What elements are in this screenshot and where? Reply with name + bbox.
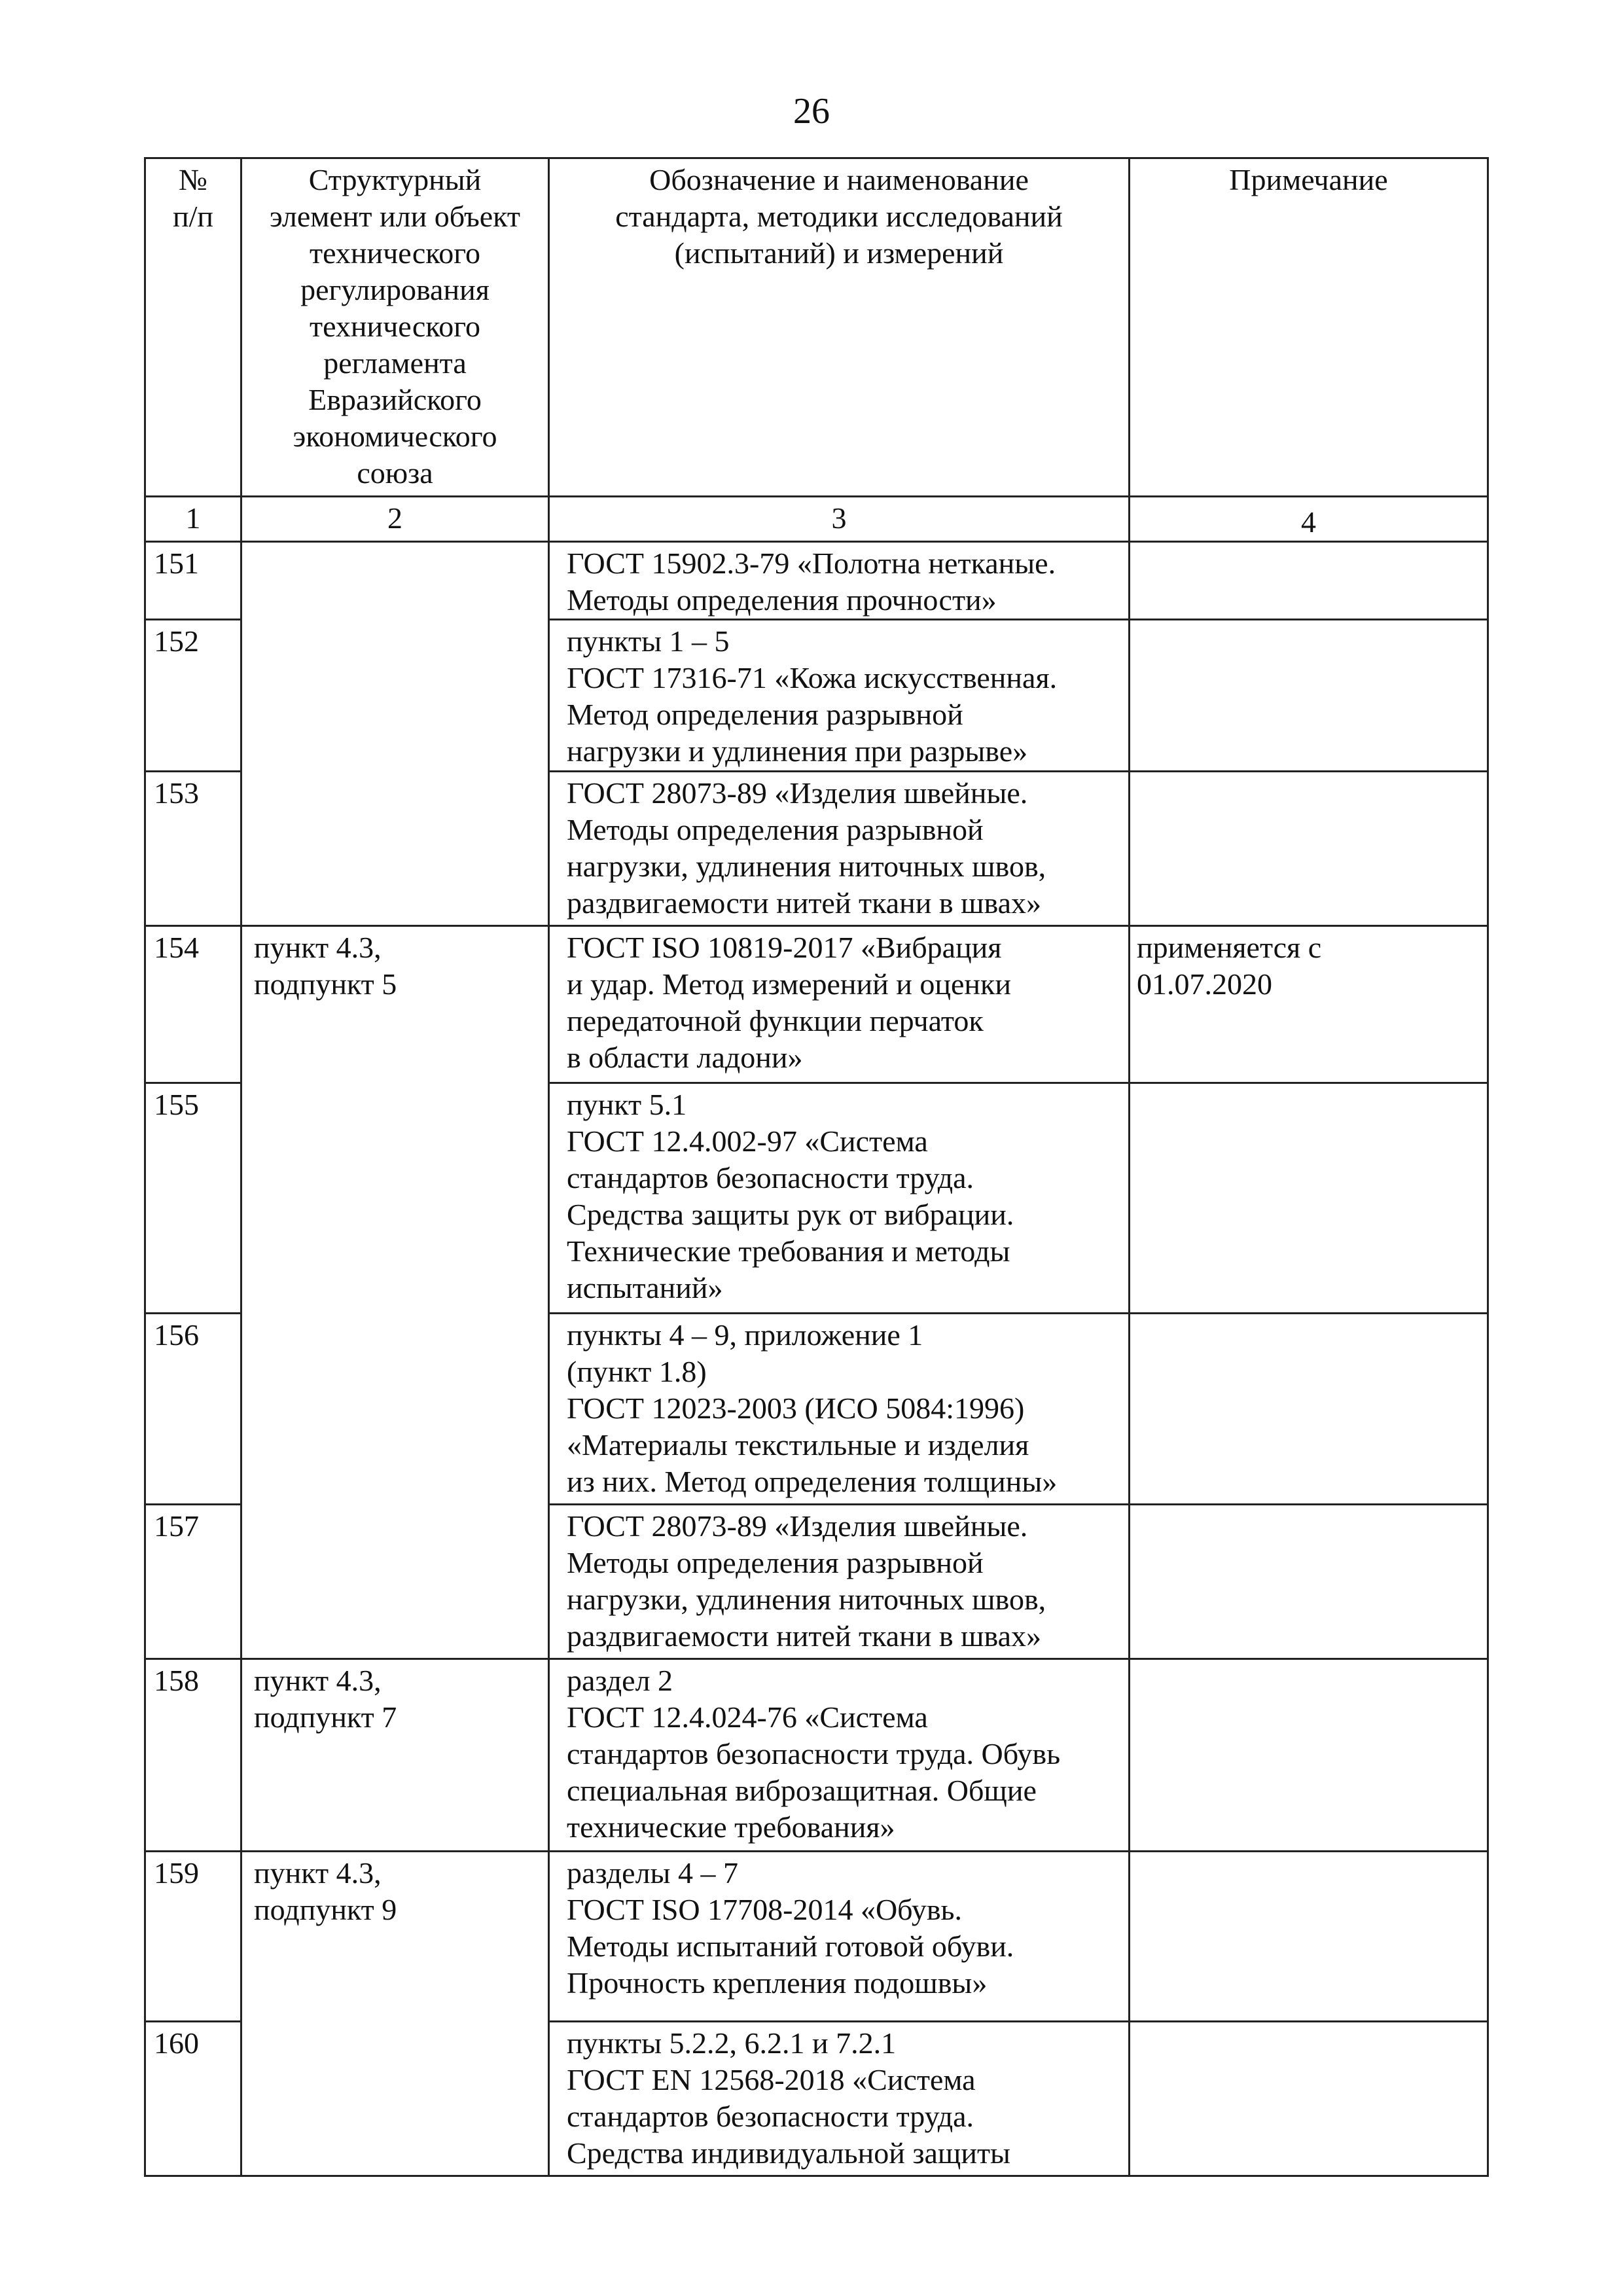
standard-cell: разделы 4 – 7 ГОСТ ISO 17708-2014 «Обувь. Методы испытаний готовой обуви. Прочность крепления подошвы» [549,1852,1130,2022]
note-cell: применяется с 01.07.2020 [1130,926,1488,1083]
row-number: 157 [145,1505,241,1659]
standard-cell: пункты 1 – 5 ГОСТ 17316-71 «Кожа искусственная. Метод определения разрывной нагрузки и удлинения при разрыве» [549,620,1130,772]
standard-cell: ГОСТ 15902.3-79 «Полотна нетканые. Методы определения прочности» [549,542,1130,620]
structural-element-cell [241,542,549,926]
standard-cell: раздел 2 ГОСТ 12.4.024-76 «Система стандартов безопасности труда. Обувь специальная виброзащитная. Общие технические требования» [549,1659,1130,1852]
header-note: Примечание [1130,158,1488,497]
standard-cell: ГОСТ 28073-89 «Изделия швейные. Методы определения разрывной нагрузки, удлинения ниточных швов, раздвигаемости нитей ткани в швах» [549,772,1130,926]
note-cell [1130,542,1488,620]
standard-cell: пункты 5.2.2, 6.2.1 и 7.2.1 ГОСТ EN 12568-2018 «Система стандартов безопасности труда. Средства индивидуальной защиты [549,2022,1130,2176]
row-number: 152 [145,620,241,772]
column-number: 2 [241,497,549,542]
table-row [145,1852,1488,2022]
standard-cell: ГОСТ 28073-89 «Изделия швейные. Методы определения разрывной нагрузки, удлинения ниточных швов, раздвигаемости нитей ткани в швах» [549,1505,1130,1659]
page-number: 26 [793,91,830,132]
row-number: 154 [145,926,241,1083]
column-number-row [145,497,1488,542]
note-cell [1130,1314,1488,1505]
standard-cell: ГОСТ ISO 10819-2017 «Вибрация и удар. Метод измерений и оценки передаточной функции перчаток в области ладони» [549,926,1130,1083]
note-cell [1130,1505,1488,1659]
standards-table [144,157,1489,2177]
row-number: 153 [145,772,241,926]
column-number: 4 [1130,497,1488,542]
note-cell [1130,1659,1488,1852]
row-number: 151 [145,542,241,620]
note-cell [1130,1083,1488,1314]
row-number: 159 [145,1852,241,2022]
note-cell [1130,620,1488,772]
note-cell [1130,1852,1488,2022]
structural-element-cell: пункт 4.3, подпункт 9 [241,1852,549,2176]
table-header-row [145,158,1488,497]
note-cell [1130,2022,1488,2176]
row-number: 156 [145,1314,241,1505]
table-row [145,1659,1488,1852]
structural-element-cell: пункт 4.3, подпункт 5 [241,926,549,1659]
table-row [145,542,1488,620]
header-number: № п/п [145,158,241,497]
standard-cell: пункт 5.1 ГОСТ 12.4.002-97 «Система стандартов безопасности труда. Средства защиты рук от вибрации. Технические требования и методы испытаний» [549,1083,1130,1314]
structural-element-cell: пункт 4.3, подпункт 7 [241,1659,549,1852]
row-number: 155 [145,1083,241,1314]
row-number: 160 [145,2022,241,2176]
note-cell [1130,772,1488,926]
row-number: 158 [145,1659,241,1852]
column-number: 3 [549,497,1130,542]
header-standard: Обозначение и наименование стандарта, методики исследований (испытаний) и измерений [549,158,1130,497]
standard-cell: пункты 4 – 9, приложение 1 (пункт 1.8) ГОСТ 12023-2003 (ИСО 5084:1996) «Материалы текстильные и изделия из них. Метод определения толщины» [549,1314,1130,1505]
table-row [145,926,1488,1083]
column-number: 1 [145,497,241,542]
header-structural-element: Структурный элемент или объект технического регулирования технического регламента Евразийского экономического союза [241,158,549,497]
